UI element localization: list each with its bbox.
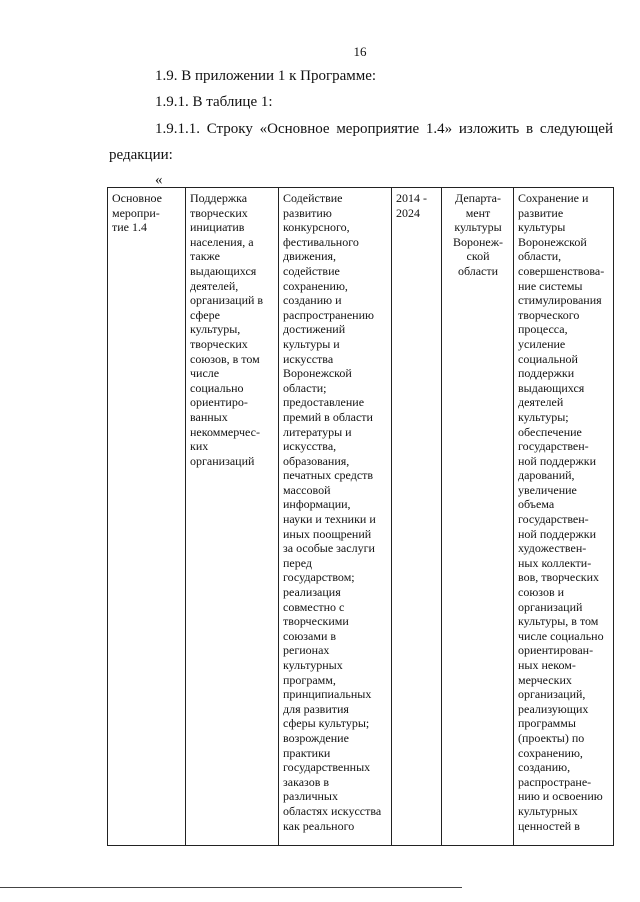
cell-line: обеспечение bbox=[518, 424, 582, 439]
cell-line: выдающихся bbox=[518, 380, 585, 395]
cell-line: различных bbox=[283, 789, 338, 804]
cell-line: искусства bbox=[283, 351, 334, 366]
cell-line: Поддержка bbox=[190, 191, 248, 205]
cell-line: Воронеж- bbox=[452, 234, 504, 249]
cell-line: также bbox=[190, 249, 221, 264]
cell-period bbox=[392, 188, 442, 846]
cell-line: содействие bbox=[283, 263, 340, 278]
cell-line: культуры bbox=[518, 220, 566, 235]
cell-line: мерческих bbox=[518, 672, 572, 687]
cell-line: творческими bbox=[283, 614, 349, 629]
cell-line: массовой bbox=[283, 482, 331, 497]
cell-line: организаций, bbox=[518, 687, 586, 702]
opening-quote: « bbox=[155, 172, 163, 188]
cell-line: государствен- bbox=[518, 439, 589, 454]
cell-line: распростране- bbox=[518, 774, 592, 789]
cell-line: совместно с bbox=[283, 599, 345, 614]
cell-line: Департа- bbox=[455, 191, 501, 205]
cell-line: Воронежской bbox=[283, 366, 352, 381]
cell-executor bbox=[442, 188, 514, 846]
cell-line: числе bbox=[190, 366, 220, 381]
cell-line: выдающихся bbox=[190, 263, 257, 278]
cell-line: Основное bbox=[112, 191, 162, 205]
cell-line: перед bbox=[283, 555, 313, 570]
cell-line: дарований, bbox=[518, 468, 575, 483]
cell-line: совершенствова- bbox=[518, 263, 605, 278]
cell-line: науки и техники и bbox=[283, 512, 376, 527]
cell-line: культуры, bbox=[190, 322, 241, 337]
cell-line: ких bbox=[190, 439, 209, 454]
cell-line: культуры и bbox=[283, 336, 340, 351]
cell-line: объема bbox=[518, 497, 555, 512]
cell-line: культуры bbox=[454, 220, 502, 235]
cell-line: государствен- bbox=[518, 512, 589, 527]
cell-line: поддержки bbox=[518, 366, 575, 381]
cell-line: художествен- bbox=[518, 541, 587, 556]
cell-line: областях искусства bbox=[283, 803, 382, 818]
cell-line: ванных bbox=[190, 409, 228, 424]
cell-line: премий в области bbox=[283, 409, 373, 424]
cell-line: государством; bbox=[283, 570, 355, 585]
cell-line: регионах bbox=[283, 643, 330, 658]
cell-line: ных коллекти- bbox=[518, 555, 592, 570]
cell-line: созданию, bbox=[518, 760, 571, 775]
cell-line: Воронежской bbox=[518, 234, 587, 249]
cell-line: 2024 bbox=[396, 205, 420, 220]
cell-line: области, bbox=[518, 249, 562, 264]
cell-line: культурных bbox=[518, 803, 578, 818]
cell-line: сфере bbox=[190, 307, 220, 322]
cell-line: развитие bbox=[518, 205, 564, 220]
cell-line: заказов в bbox=[283, 774, 330, 789]
cell-line: информации, bbox=[283, 497, 351, 512]
cell-line: как реального bbox=[283, 818, 355, 833]
cell-line: области; bbox=[283, 380, 327, 395]
cell-line: творческих bbox=[190, 336, 248, 351]
cell-line: союзов и bbox=[518, 585, 565, 600]
cell-line: для развития bbox=[283, 701, 349, 716]
cell-line: Содействие bbox=[283, 191, 343, 205]
cell-line: культурных bbox=[283, 658, 343, 672]
cell-line: принципиальных bbox=[283, 687, 372, 702]
cell-line: нию и освоению bbox=[518, 789, 603, 804]
cell-line: культуры; bbox=[518, 409, 569, 424]
cell-line: усиление bbox=[518, 336, 566, 351]
cell-line: организаций в bbox=[190, 293, 264, 308]
cell-line: предоставление bbox=[283, 395, 365, 410]
cell-line: увеличение bbox=[518, 482, 577, 497]
cell-line: сохранению, bbox=[518, 745, 583, 760]
cell-line: союзами в bbox=[283, 628, 337, 643]
cell-line: процесса, bbox=[518, 322, 568, 337]
cell-line: печатных средств bbox=[283, 468, 374, 483]
cell-line: тие 1.4 bbox=[112, 220, 147, 235]
page-number: 16 bbox=[353, 44, 367, 59]
cell-line: деятелей, bbox=[190, 278, 239, 293]
cell-line: мент bbox=[465, 205, 491, 220]
cell-event-content bbox=[279, 188, 392, 846]
cell-line: ных неком- bbox=[518, 658, 576, 672]
cell-line: образования, bbox=[283, 453, 350, 468]
cell-line: практики bbox=[283, 745, 331, 760]
cell-event-title bbox=[186, 188, 279, 846]
cell-line: деятелей bbox=[518, 395, 564, 410]
cell-line: движения, bbox=[283, 249, 337, 264]
cell-line: союзов, в том bbox=[190, 351, 260, 366]
cell-line: ориентиро- bbox=[190, 395, 248, 410]
cell-line: меропри- bbox=[112, 205, 160, 220]
cell-line: программ, bbox=[283, 672, 336, 687]
cell-line: реализация bbox=[283, 585, 341, 600]
cell-line: ной поддержки bbox=[518, 453, 596, 468]
cell-line: социальной bbox=[518, 351, 578, 366]
cell-line: сферы культуры; bbox=[283, 716, 370, 731]
cell-line: достижений bbox=[283, 322, 346, 337]
cell-line: ской bbox=[466, 249, 490, 264]
cell-line: литературы и bbox=[283, 424, 352, 439]
cell-line: социально bbox=[190, 380, 244, 395]
cell-line: фестивального bbox=[283, 234, 359, 249]
program-table bbox=[107, 187, 614, 846]
cell-line: программы bbox=[518, 716, 576, 731]
cell-line: возрождение bbox=[283, 730, 349, 745]
table-row bbox=[108, 188, 614, 846]
cell-line: ценностей в bbox=[518, 818, 580, 833]
paragraph-1-9: 1.9. В приложении 1 к Программе: bbox=[155, 68, 377, 84]
cell-line: населения, а bbox=[190, 234, 254, 249]
cell-expected-result bbox=[514, 188, 614, 846]
cell-line: инициатив bbox=[190, 220, 245, 235]
cell-line: реализующих bbox=[518, 701, 589, 716]
cell-line: ной поддержки bbox=[518, 526, 596, 541]
cell-line: конкурсного, bbox=[283, 220, 350, 235]
cell-line: культуры, в том bbox=[518, 614, 599, 629]
cell-event-name bbox=[108, 188, 186, 846]
cell-line: числе социально bbox=[518, 628, 604, 643]
cell-line: государственных bbox=[283, 760, 371, 775]
cell-line: Сохранение и bbox=[518, 191, 589, 205]
cell-line: (проекты) по bbox=[518, 730, 585, 745]
cell-line: сохранению, bbox=[283, 278, 348, 293]
bottom-rule bbox=[0, 887, 462, 888]
cell-line: иных поощрений bbox=[283, 526, 372, 541]
cell-line: творческого bbox=[518, 307, 580, 322]
paragraph-1-9-1: 1.9.1. В таблице 1: bbox=[155, 94, 273, 110]
cell-line: организаций bbox=[518, 599, 583, 614]
cell-line: стимулирования bbox=[518, 293, 602, 308]
cell-line: организаций bbox=[190, 453, 255, 468]
cell-line: вов, творческих bbox=[518, 570, 600, 585]
cell-line: распространению bbox=[283, 307, 374, 322]
cell-line: ориентирован- bbox=[518, 643, 594, 658]
cell-line: 2014 - bbox=[396, 191, 427, 205]
paragraph-1-9-1-1: 1.9.1.1. Строку «Основное мероприятие 1.4» изложить в следующей bbox=[155, 121, 613, 137]
cell-line: созданию и bbox=[283, 293, 342, 308]
cell-line: некоммерчес- bbox=[190, 424, 260, 439]
cell-line: творческих bbox=[190, 205, 248, 220]
cell-line: за особые заслуги bbox=[283, 541, 375, 556]
cell-line: развитию bbox=[283, 205, 332, 220]
cell-line: области bbox=[457, 263, 499, 278]
cell-line: ние системы bbox=[518, 278, 583, 293]
cell-line: искусства, bbox=[283, 439, 337, 454]
paragraph-continuation: редакции: bbox=[109, 147, 173, 163]
